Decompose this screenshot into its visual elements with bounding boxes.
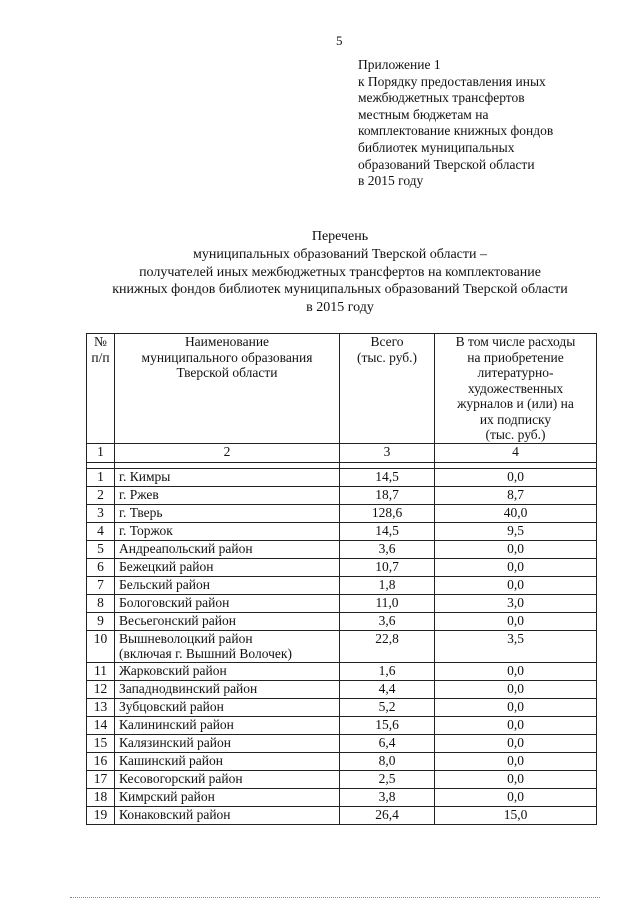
appendix-header (358, 57, 628, 190)
row-number: 14 (87, 716, 115, 734)
row-number: 15 (87, 734, 115, 752)
row-number: 6 (87, 558, 115, 576)
header-line: Тверской области (176, 365, 278, 380)
row-name-line: Кесовогорский район (119, 770, 243, 786)
title-line: получателей иных межбюджетных трансфертов на комплектование (139, 264, 541, 280)
row-name (115, 680, 340, 698)
row-name-line: г. Тверь (119, 504, 163, 520)
header-no (87, 334, 115, 444)
table-row (87, 540, 597, 558)
row-total: 3,8 (340, 788, 435, 806)
row-incl: 3,5 (435, 630, 597, 662)
header-line: на приобретение (467, 349, 564, 365)
row-incl: 0,0 (435, 770, 597, 788)
title-line: книжных фондов библиотек муниципальных образований Тверской области (112, 282, 568, 298)
row-incl: 0,0 (435, 662, 597, 680)
table-row (87, 486, 597, 504)
row-total: 3,6 (340, 612, 435, 630)
appendix-line: межбюджетных трансфертов (358, 90, 525, 106)
row-total: 2,5 (340, 770, 435, 788)
row-number: 18 (87, 788, 115, 806)
row-name (115, 770, 340, 788)
row-number: 1 (87, 468, 115, 486)
row-name-line: Вышневолоцкий район (119, 630, 253, 646)
row-name (115, 716, 340, 734)
row-number: 11 (87, 662, 115, 680)
table-row (87, 594, 597, 612)
row-name (115, 734, 340, 752)
header-line: В том числе расходы (455, 334, 576, 349)
table-row (87, 558, 597, 576)
row-number: 8 (87, 594, 115, 612)
row-number: 9 (87, 612, 115, 630)
row-name (115, 576, 340, 594)
row-name-line: Кашинский район (119, 752, 223, 768)
row-incl: 15,0 (435, 806, 597, 824)
row-number: 3 (87, 504, 115, 522)
row-name-line: Жарковский район (119, 662, 227, 678)
title-line: Перечень (311, 229, 369, 244)
row-name-line: Калининский район (119, 716, 234, 732)
table-row (87, 770, 597, 788)
table-row (87, 698, 597, 716)
row-total: 5,2 (340, 698, 435, 716)
row-name-line: Конаковский район (119, 806, 231, 822)
row-incl: 40,0 (435, 504, 597, 522)
header-line: (тыс. руб.) (485, 427, 546, 442)
row-number: 17 (87, 770, 115, 788)
row-incl: 3,0 (435, 594, 597, 612)
row-name (115, 788, 340, 806)
row-incl: 0,0 (435, 752, 597, 770)
row-name-line: Зубцовский район (119, 698, 224, 714)
table-row (87, 612, 597, 630)
row-number: 16 (87, 752, 115, 770)
row-name-line: Калязинский район (119, 734, 231, 750)
header-line: их подписку (479, 411, 552, 427)
header-name (115, 334, 340, 444)
appendix-line: в 2015 году (358, 173, 424, 189)
row-total: 14,5 (340, 468, 435, 486)
row-name-line: Бологовский район (119, 594, 230, 610)
row-total: 4,4 (340, 680, 435, 698)
row-total: 6,4 (340, 734, 435, 752)
table-row (87, 576, 597, 594)
row-name (115, 630, 340, 662)
table-header-row (87, 334, 597, 444)
row-name (115, 662, 340, 680)
column-number: 4 (435, 443, 597, 462)
table-row (87, 806, 597, 824)
row-number: 19 (87, 806, 115, 824)
table-row (87, 468, 597, 486)
row-incl: 0,0 (435, 716, 597, 734)
header-line: п/п (91, 349, 110, 365)
appendix-line: комплектование книжных фондов (358, 123, 554, 139)
row-total: 11,0 (340, 594, 435, 612)
table-row (87, 630, 597, 662)
row-number: 4 (87, 522, 115, 540)
row-incl: 0,0 (435, 612, 597, 630)
row-name-line: Бельский район (119, 576, 210, 592)
row-number: 2 (87, 486, 115, 504)
appendix-line: образований Тверской области (358, 156, 535, 172)
header-line: художественных (467, 380, 564, 396)
row-name (115, 612, 340, 630)
header-line: муниципального образования (141, 349, 313, 365)
header-line: литературно- (477, 365, 554, 380)
row-incl: 0,0 (435, 558, 597, 576)
header-line: Наименование (184, 334, 270, 349)
row-number: 13 (87, 698, 115, 716)
appendix-line: Приложение 1 (358, 57, 441, 72)
row-incl: 0,0 (435, 468, 597, 486)
row-name (115, 504, 340, 522)
row-total: 22,8 (340, 630, 435, 662)
appendix-line: библиотек муниципальных (358, 139, 515, 155)
row-name-line: г. Торжок (119, 522, 173, 538)
row-incl: 0,0 (435, 576, 597, 594)
row-incl: 8,7 (435, 486, 597, 504)
row-name-line: Западнодвинский район (119, 680, 258, 696)
row-total: 128,6 (340, 504, 435, 522)
row-incl: 0,0 (435, 540, 597, 558)
row-number: 10 (87, 630, 115, 662)
row-name-line: Кимрский район (119, 788, 215, 804)
row-incl: 0,0 (435, 680, 597, 698)
row-total: 1,8 (340, 576, 435, 594)
row-name (115, 468, 340, 486)
page-number: 5 (336, 33, 343, 48)
row-name-line: Весьегонский район (119, 612, 236, 628)
row-incl: 0,0 (435, 734, 597, 752)
table-row (87, 662, 597, 680)
table-row (87, 522, 597, 540)
recipients-table (86, 333, 597, 825)
row-name (115, 806, 340, 824)
row-name (115, 752, 340, 770)
row-name (115, 540, 340, 558)
header-incl (435, 334, 597, 444)
column-number: 2 (115, 443, 340, 462)
row-total: 18,7 (340, 486, 435, 504)
document-title (60, 228, 620, 317)
column-number: 1 (87, 443, 115, 462)
title-line: муниципальных образований Тверской области – (192, 246, 488, 262)
row-total: 8,0 (340, 752, 435, 770)
title-line: в 2015 году (306, 300, 374, 316)
header-total (340, 334, 435, 444)
row-total: 15,6 (340, 716, 435, 734)
table-row (87, 734, 597, 752)
table-row (87, 752, 597, 770)
header-line: журналов и (или) на (457, 396, 574, 411)
row-name-line: Бежецкий район (119, 558, 214, 574)
row-incl: 9,5 (435, 522, 597, 540)
header-line: Всего (370, 334, 404, 349)
row-total: 1,6 (340, 662, 435, 680)
row-name (115, 594, 340, 612)
table-row (87, 716, 597, 734)
header-line: (тыс. руб.) (356, 349, 418, 365)
row-total: 26,4 (340, 806, 435, 824)
row-name (115, 558, 340, 576)
column-number-row (87, 443, 597, 462)
row-name-line: (включая г. Вышний Волочек) (119, 646, 292, 661)
row-incl: 0,0 (435, 788, 597, 806)
scan-edge-line (70, 897, 600, 899)
table-row (87, 504, 597, 522)
row-total: 14,5 (340, 522, 435, 540)
table-row (87, 680, 597, 698)
row-name (115, 698, 340, 716)
header-line: № (94, 334, 107, 349)
row-number: 12 (87, 680, 115, 698)
row-name-line: г. Ржев (119, 486, 159, 502)
row-total: 10,7 (340, 558, 435, 576)
row-total: 3,6 (340, 540, 435, 558)
appendix-line: к Порядку предоставления иных (358, 73, 546, 89)
table-row (87, 788, 597, 806)
row-number: 7 (87, 576, 115, 594)
row-name-line: г. Кимры (119, 468, 171, 484)
column-number: 3 (340, 443, 435, 462)
row-name (115, 486, 340, 504)
row-name (115, 522, 340, 540)
appendix-line: местным бюджетам на (358, 106, 489, 122)
row-name-line: Андреапольский район (119, 540, 253, 556)
row-number: 5 (87, 540, 115, 558)
row-incl: 0,0 (435, 698, 597, 716)
